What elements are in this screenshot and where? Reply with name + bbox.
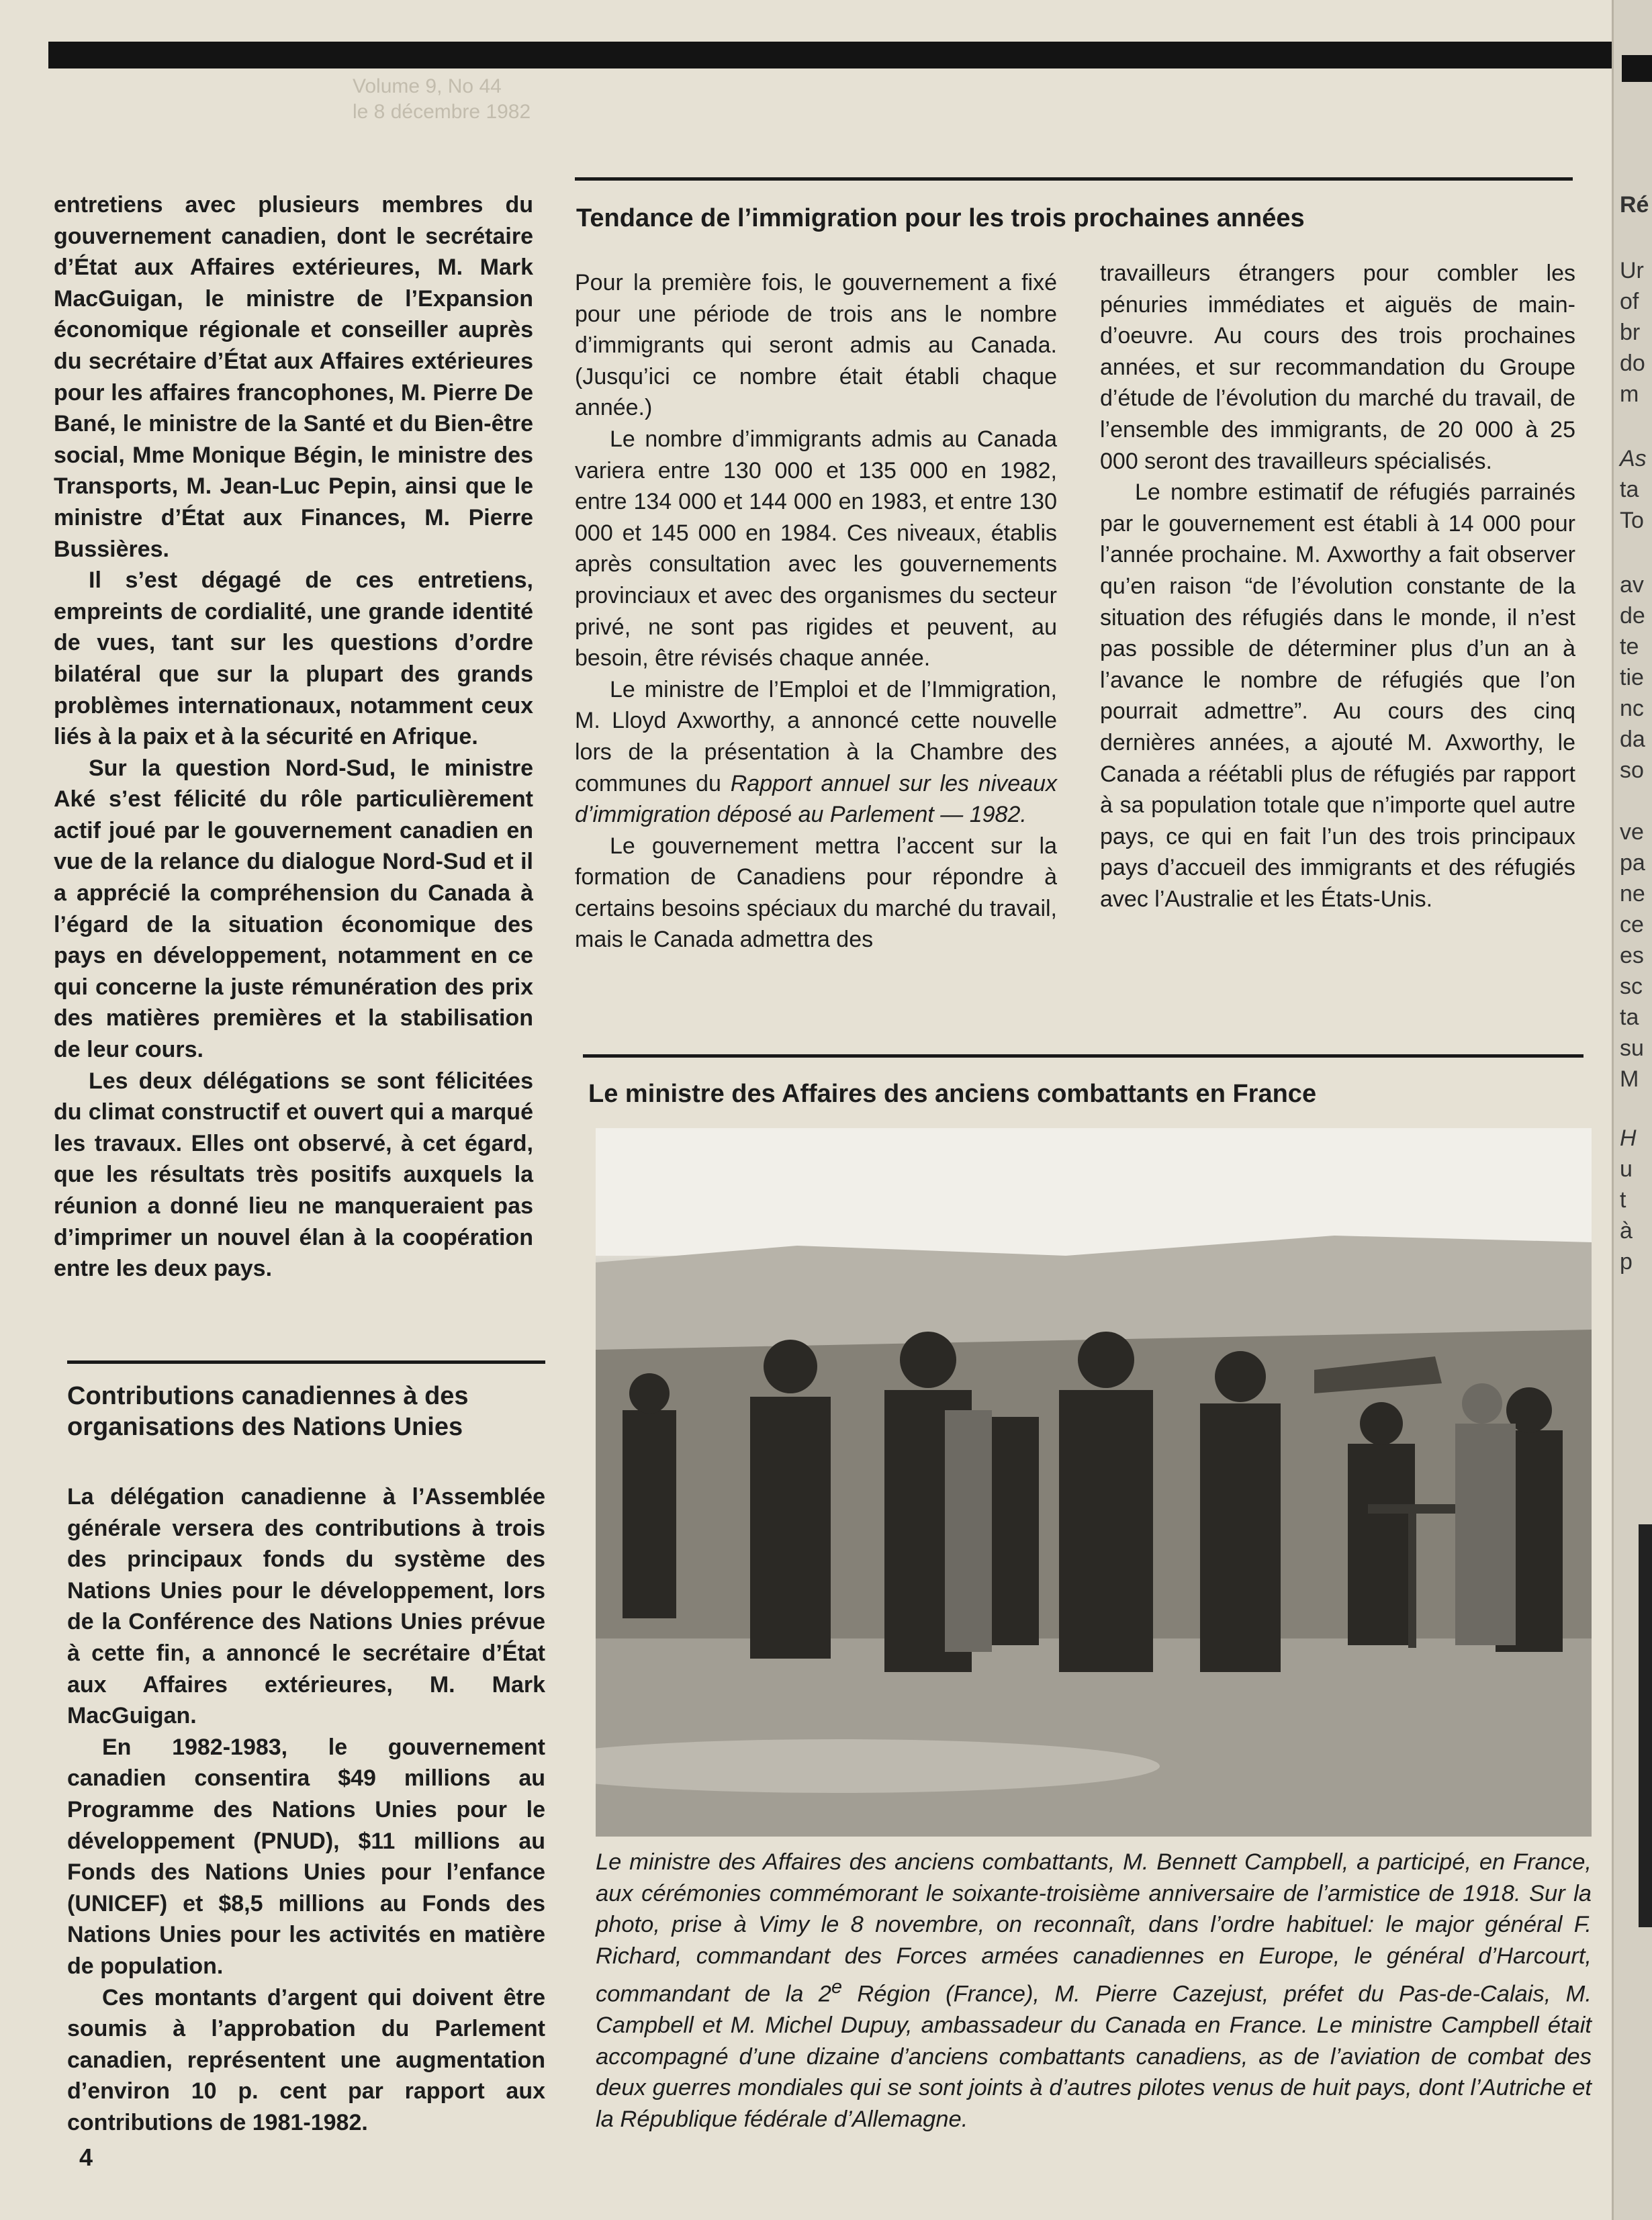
adjacent-fragment: As (1620, 446, 1647, 471)
adjacent-photo-edge (1639, 1524, 1652, 1927)
adjacent-fragment: tie (1620, 665, 1644, 690)
adjacent-fragment: te (1620, 634, 1639, 659)
adjacent-fragment: ve (1620, 819, 1644, 845)
immigration-column-1 (575, 267, 1057, 956)
adjacent-fragment: nc (1620, 696, 1644, 721)
adjacent-fragment: do (1620, 351, 1645, 376)
immigration-column-2 (1100, 258, 1575, 915)
adjacent-fragment: su (1620, 1035, 1644, 1061)
paragraph: entretiens avec plusieurs membres du gouvernement canadien, dont le secrétaire d’État aux Affaires extérieures, M. Mark MacGuigan, le ministre de l’Expansion économique régionale et conseiller auprès du secrétaire d’État aux Affaires extérieures pour les affaires francophones, M. Pierre De Bané, le ministre de la Santé et du Bien-être social, Mme Monique Bégin, le ministre des Transports, M. Jean-Luc Pepin, ainsi que le ministre d’État aux Finances, M. Pierre Bussières. (54, 192, 533, 562)
paragraph: En 1982-1983, le gouvernement canadien consentira $49 millions au Programme des Nations Unies pour le développement (PNUD), $11 millions au Fonds des Nations Unies pour l’enfance (UNICEF) et $8,5 millions au Fonds des Nations Unies pour les activités en matière de population. (67, 1734, 545, 1979)
paragraph: La délégation canadienne à l’Assemblée générale versera des contributions à trois des principaux fonds du système des Nations Unies pour le développement, lors de la Conférence des Nations Unies prévue à cette fin, a annoncé le secrétaire d’État aux Affaires extérieures, M. Mark MacGuigan. (67, 1484, 545, 1729)
paragraph: Il s’est dégagé de ces entretiens, empreints de cordialité, une grande identité de vues, tant sur les questions d’ordre bilatéral que sur la plupart des grands problèmes internationaux, notamment ceux liés à la paix et à la sécurité en Afrique. (54, 567, 533, 750)
page-number: 4 (79, 2143, 93, 2171)
contributions-heading: Contributions canadiennes à des organisations des Nations Unies (67, 1382, 469, 1441)
paragraph: Les deux délégations se sont félicitées du climat constructif et ouvert qui a marqué les travaux. Elles ont observé, à cet égard, que les résultats très positifs auxquels la réunion a donné lieu ne manqueraient pas d’imprimer un nouvel élan à la coopération entre les deux pays. (54, 1068, 533, 1282)
adjacent-fragment: p (1620, 1249, 1633, 1275)
adjacent-fragment: ta (1620, 477, 1639, 502)
left-column (54, 189, 533, 1285)
section-rule (583, 1054, 1584, 1058)
adjacent-fragment: ne (1620, 881, 1645, 907)
adjacent-fragment: u (1620, 1156, 1633, 1182)
veterans-heading: Le ministre des Affaires des anciens combattants en France (588, 1080, 1317, 1108)
adjacent-fragment: so (1620, 757, 1644, 783)
adjacent-fragment: t (1620, 1187, 1626, 1213)
adjacent-fragment: Ré (1620, 192, 1649, 218)
paragraph: Le nombre d’immigrants admis au Canada variera entre 130 000 et 135 000 en 1982, entre 134 000 et 144 000 en 1983, et entre 130 000 et 145 000 en 1984. Ces niveaux, établis après consultation avec les gouvernements provinciaux et avec des organismes du secteur privé, ne sont pas rigides et peuvent, au besoin, être révisés chaque année. (575, 426, 1057, 672)
adjacent-fragment: da (1620, 727, 1645, 752)
adjacent-fragment: ce (1620, 912, 1644, 937)
adjacent-fragment: sc (1620, 974, 1643, 999)
adjacent-fragment: à (1620, 1218, 1633, 1244)
paragraph: Le ministre de l’Emploi et de l’Immigration, M. Lloyd Axworthy, a annoncé cette nouvelle lors de la présentation à la Chambre des communes du Rapport annuel sur les niveaux d’immigration déposé au Parlement — 1982. (575, 676, 1057, 828)
adjacent-fragment: Ur (1620, 258, 1644, 283)
adjacent-fragment: H (1620, 1125, 1637, 1151)
section-rule (575, 177, 1573, 181)
adjacent-fragment: M (1620, 1066, 1639, 1092)
show-through-masthead: Volume 9, No 44 le 8 décembre 1982 (353, 75, 531, 123)
adjacent-fragment: br (1620, 320, 1641, 345)
paragraph: Pour la première fois, le gouvernement a fixé pour une période de trois ans le nombre d’immigrants qui seront admis au Canada. (Jusqu’ici ce nombre était établi chaque année.) (575, 270, 1057, 421)
ceremony-photo (596, 1128, 1592, 1837)
immigration-heading: Tendance de l’immigration pour les trois prochaines années (576, 204, 1305, 232)
adjacent-fragment: m (1620, 381, 1639, 407)
paragraph: Le nombre estimatif de réfugiés parrainés par le gouvernement est établi à 14 000 pour l’année prochaine. M. Axworthy a fait observer qu’en raison “de l’évolution constante de la situation des réfugiés dans le monde, il n’est pas possible de déterminer plus d’un an à l’avance le nombre de réfugiés que l’on pourrait admettre”. Au cours des cinq dernières années, a ajouté M. Axworthy, le Canada a réétabli plus de réfugiés par rapport à sa population totale que n’importe quel autre pays, ce qui en fait l’un des trois principaux pays d’accueil des immigrants et des réfugiés avec l’Australie et les États-Unis. (1100, 479, 1575, 912)
adjacent-fragment: of (1620, 289, 1639, 314)
paragraph: Sur la question Nord-Sud, le ministre Aké s’est félicité du rôle particulièrement actif joué par le gouvernement canadien en vue de la relance du dialogue Nord-Sud et il a apprécié la compréhension du Canada à l’égard de la situation économique des pays en développement, notamment en ce qui concerne la juste rémunération des prix des matières premières et la stabilisation de leur cours. (54, 755, 533, 1063)
section-rule (67, 1360, 545, 1364)
photo-illustration (596, 1128, 1592, 1837)
adjacent-header-rule (1622, 55, 1652, 82)
photo-caption: Le ministre des Affaires des anciens combattants, M. Bennett Campbell, a participé, en France, aux cérémonies commémorant le soixante-troisième anniversaire de l’armistice de 1918. Sur la photo, prise à Vimy le 8 novembre, on reconnaît, dans l’ordre habituel: le major général F. Richard, commandant des Forces armées canadiennes en Europe, le général d’Harcourt, commandant de la 2e Région (France), M. Pierre Cazejust, préfet du Pas-de-Calais, M. Campbell et M. Michel Dupuy, ambassadeur du Canada en France. Le ministre Campbell était accompagné d’une dizaine d’anciens combattants canadiens, as de l’aviation de combat des deux guerres mondiales qui se sont joints à d’autres pilotes venus de huit pays, dont l’Autriche et la République fédérale d’Allemagne. (596, 1849, 1592, 2132)
paragraph: travailleurs étrangers pour combler les pénuries immédiates et aiguës de main-d’oeuvre. Au cours des trois prochaines années, et sur recommandation du Groupe d’étude de l’évolution du marché du travail, de l’ensemble des immigrants, de 20 000 à 25 000 seront des travailleurs spécialisés. (1100, 261, 1575, 474)
adjacent-fragment: pa (1620, 850, 1645, 876)
paragraph: Ces montants d’argent qui doivent être soumis à l’approbation du Parlement canadien, représentent une augmentation d’environ 10 p. cent par rapport aux contributions de 1981-1982. (67, 1984, 545, 2135)
adjacent-fragment: de (1620, 603, 1645, 629)
adjacent-fragment: ta (1620, 1005, 1639, 1030)
header-rule (48, 42, 1612, 68)
paragraph: Le gouvernement mettra l’accent sur la formation de Canadiens pour répondre à certains besoins spéciaux du marché du travail, mais le Canada admettra des (575, 833, 1057, 953)
contributions-body (67, 1481, 545, 2138)
adjacent-fragment: av (1620, 572, 1644, 598)
adjacent-fragment: To (1620, 508, 1644, 533)
adjacent-fragment: es (1620, 943, 1644, 968)
